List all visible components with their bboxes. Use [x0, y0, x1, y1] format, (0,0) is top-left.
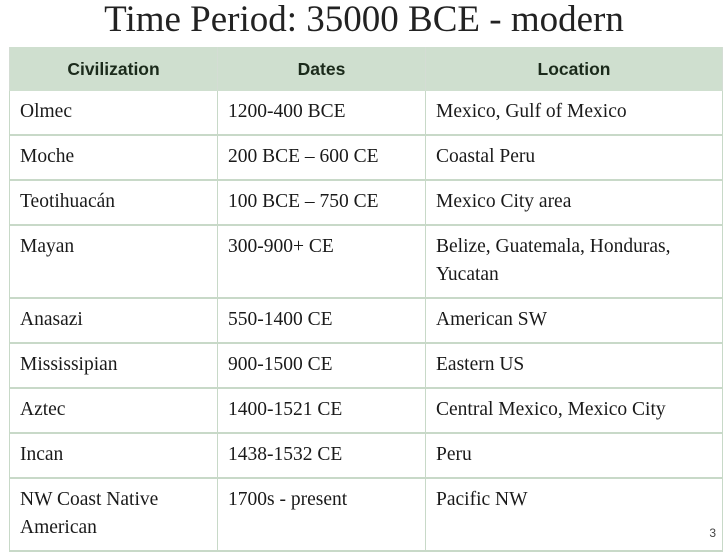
table-row	[10, 343, 723, 388]
table-row	[10, 298, 723, 343]
cell-dates: 1438-1532 CE	[218, 433, 426, 478]
cell-civilization: NW Coast Native American	[10, 478, 218, 551]
cell-civilization: Mayan	[10, 225, 218, 298]
cell-civilization: Teotihuacán	[10, 180, 218, 225]
table-row	[10, 478, 723, 551]
cell-location: Belize, Guatemala, Honduras, Yucatan	[426, 225, 723, 298]
cell-location: American SW	[426, 298, 723, 343]
cell-location: Mexico, Gulf of Mexico	[426, 91, 723, 135]
table-row	[10, 433, 723, 478]
table-row	[10, 135, 723, 180]
cell-dates: 300-900+ CE	[218, 225, 426, 298]
header-location: Location	[426, 47, 723, 91]
cell-dates: 900-1500 CE	[218, 343, 426, 388]
cell-location: Peru	[426, 433, 723, 478]
table-row	[10, 91, 723, 135]
cell-location: Eastern US	[426, 343, 723, 388]
cell-civilization: Olmec	[10, 91, 218, 135]
civilizations-table	[9, 47, 723, 552]
table-row	[10, 388, 723, 433]
cell-civilization: Moche	[10, 135, 218, 180]
cell-dates: 100 BCE – 750 CE	[218, 180, 426, 225]
cell-dates: 200 BCE – 600 CE	[218, 135, 426, 180]
table-header-row	[10, 47, 723, 91]
cell-dates: 1400-1521 CE	[218, 388, 426, 433]
cell-dates: 1200-400 BCE	[218, 91, 426, 135]
cell-dates: 1700s - present	[218, 478, 426, 551]
cell-location: Coastal Peru	[426, 135, 723, 180]
header-dates: Dates	[218, 47, 426, 91]
cell-civilization: Incan	[10, 433, 218, 478]
cell-location: Central Mexico, Mexico City	[426, 388, 723, 433]
cell-civilization: Anasazi	[10, 298, 218, 343]
civilizations-table-wrapper	[9, 47, 722, 552]
table-row	[10, 180, 723, 225]
slide-title: Time Period: 35000 BCE - modern	[104, 0, 624, 40]
cell-civilization: Aztec	[10, 388, 218, 433]
page-number: 3	[709, 526, 716, 540]
cell-dates: 550-1400 CE	[218, 298, 426, 343]
table-row	[10, 225, 723, 298]
cell-location: Pacific NW	[426, 478, 723, 551]
cell-location: Mexico City area	[426, 180, 723, 225]
header-civilization: Civilization	[10, 47, 218, 91]
cell-civilization: Mississipian	[10, 343, 218, 388]
